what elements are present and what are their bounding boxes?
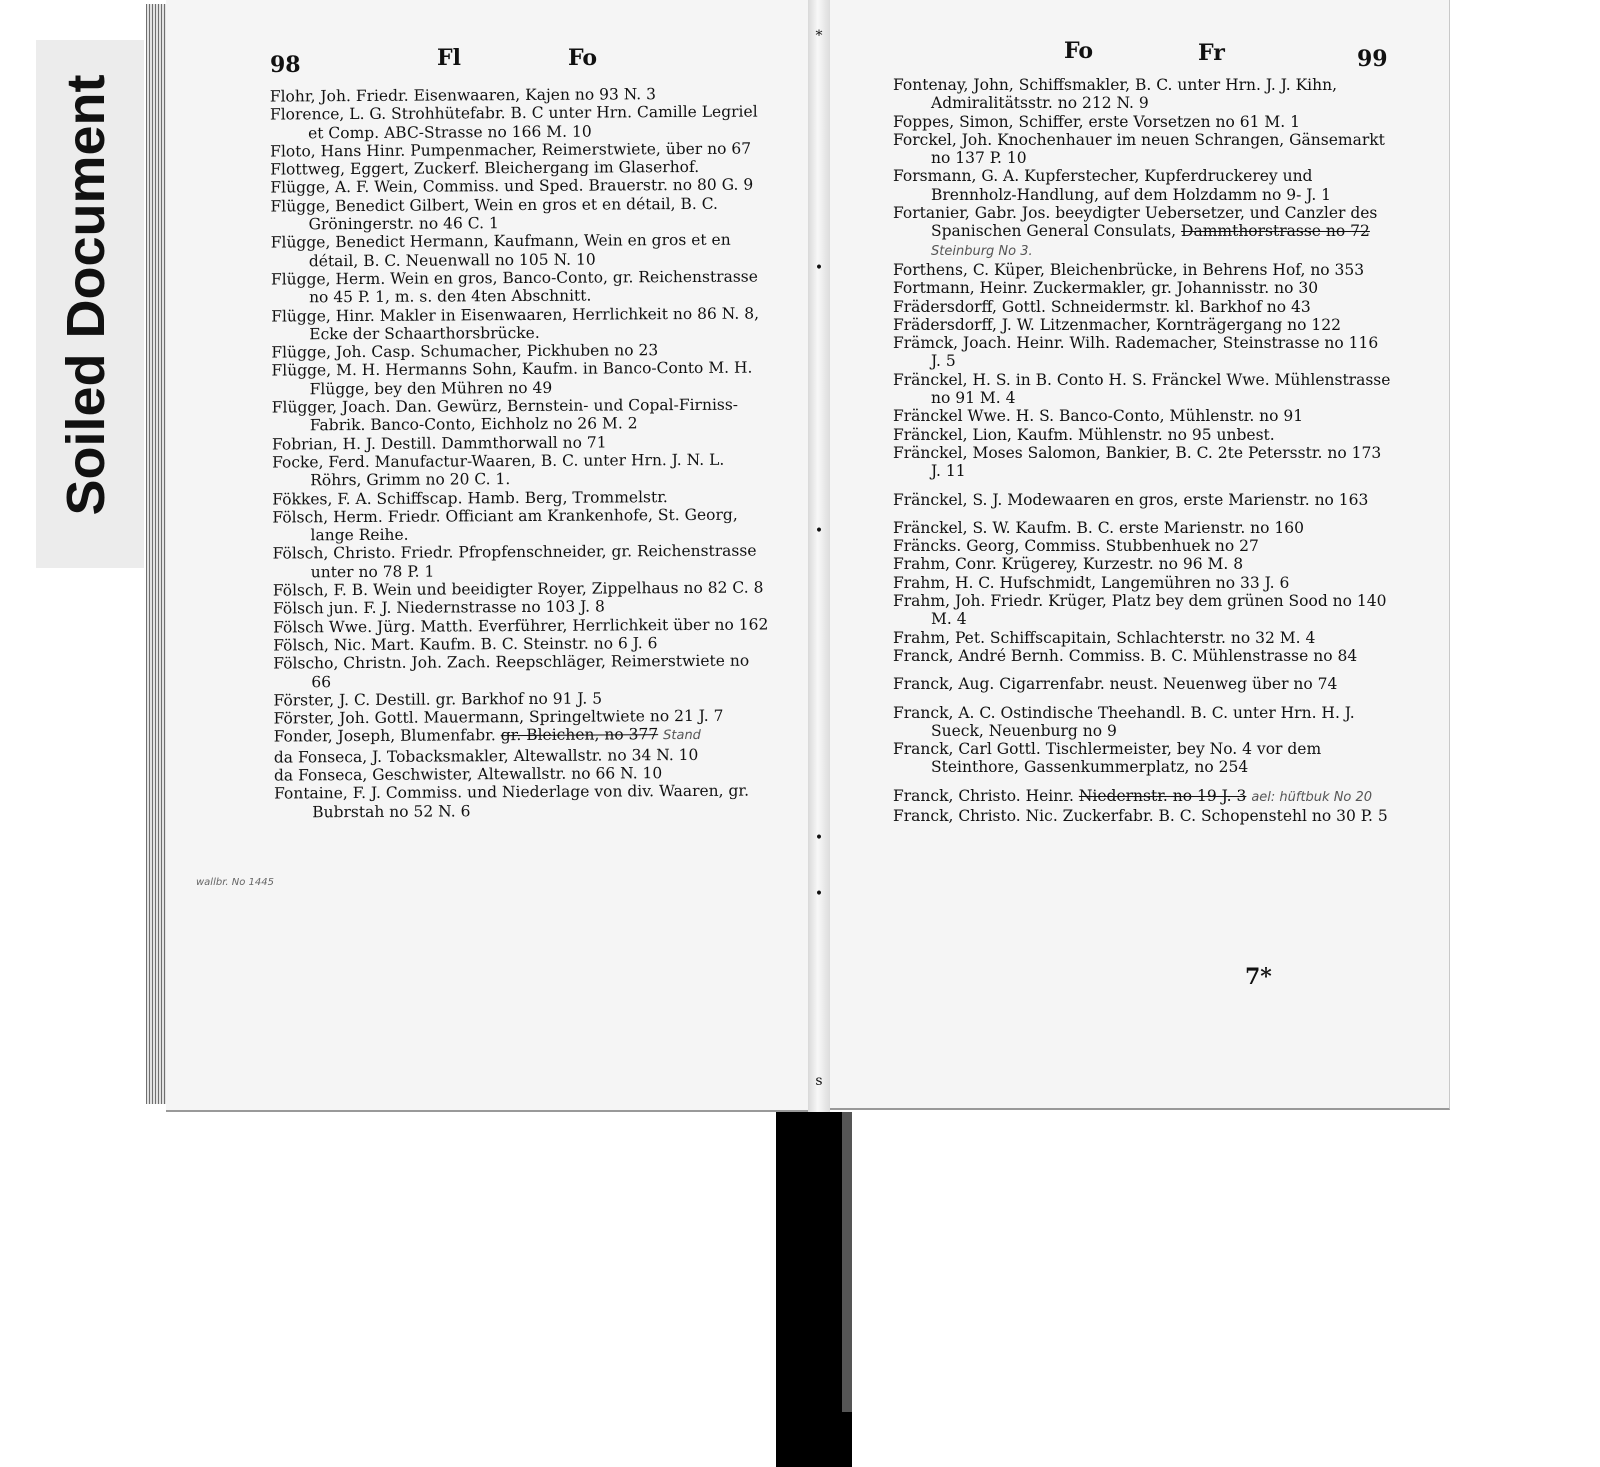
entry: Flügge, Hinr. Makler in Eisenwaaren, Herrlichkeit no 86 N. 8, Ecke der Schaarthorsbrücke.: [271, 304, 760, 344]
right-entries: [893, 76, 1391, 825]
gutter-mark: •: [814, 523, 824, 539]
entry: Frahm, H. C. Hufschmidt, Langemühren no 33 J. 6: [893, 573, 1290, 592]
book-gutter: [808, 0, 830, 1112]
left-header-from: Fl: [437, 45, 461, 71]
entry: Fölsch, Nic. Mart. Kaufm. B. C. Steinstr. no 6 J. 6: [273, 634, 658, 655]
entry: Främck, Joach. Heinr. Wilh. Rademacher, Steinstrasse no 116 J. 5: [893, 334, 1379, 371]
entry: Franck, Aug. Cigarrenfabr. neust. Neuenweg über no 74: [893, 675, 1338, 694]
entry: Fränckel, S. W. Kaufm. B. C. erste Marienstr. no 160: [893, 518, 1305, 537]
entry: Flügge, M. H. Hermanns Sohn, Kaufm. in Banco-Conto M. H. Flügge, bey den Mühren no 49: [271, 359, 753, 399]
entry: Flügger, Joach. Dan. Gewürz, Bernstein- und Copal-Firniss-Fabrik. Banco-Conto, Eichholz no 26 M. 2: [271, 395, 739, 435]
entry: Flohr, Joh. Friedr. Eisenwaaren, Kajen no 93 N. 3: [269, 85, 657, 106]
entry: Florence, L. G. Strohhütefabr. B. C unter Hrn. Camille Legriel et Comp. ABC-Strasse no 166 M. 10: [269, 102, 758, 142]
side-label: Soiled Document: [56, 74, 116, 516]
entry: Floto, Hans Hinr. Pumpenmacher, Reimerstwiete, über no 67: [270, 139, 752, 161]
entry: da Fonseca, Geschwister, Altewallstr. no 66 N. 10: [273, 764, 663, 785]
entry: da Fonseca, J. Tobacksmakler, Altewallstr. no 34 N. 10: [273, 745, 699, 767]
entry: Fontenay, John, Schiffsmakler, B. C. unter Hrn. J. J. Kihn, Admiralitätsstr. no 212 N. 9: [893, 76, 1338, 113]
entry: Fontaine, F. J. Commiss. und Niederlage von div. Waaren, gr. Bubrstah no 52 N. 6: [274, 781, 750, 821]
entry-text: Fortanier, Gabr. Jos. beeydigter Uebersetzer, und Canzler des Spanischen General Consulats,: [893, 204, 1378, 241]
entry: Fränckel, Moses Salomon, Bankier, B. C. 2te Petersstr. no 173 J. 11: [893, 443, 1382, 481]
struck-address: gr. Bleichen, no 377: [500, 725, 659, 745]
entry-text: Franck, Christo. Heinr.: [893, 786, 1074, 805]
entry: Foppes, Simon, Schiffer, erste Vorsetzen no 61 M. 1: [893, 112, 1300, 131]
entry: Franck, A. C. Ostindische Theehandl. B. C. unter Hrn. H. J. Sueck, Neuenburg no 9: [893, 703, 1355, 740]
entry: Fränckel Wwe. H. S. Banco-Conto, Mühlenstr. no 91: [893, 407, 1304, 426]
gutter-mark: *: [815, 28, 823, 44]
entry-fonder: [274, 725, 774, 748]
entry: Flügge, Benedict Hermann, Kaufmann, Wein en gros et en détail, B. C. Neuenwall no 105 N. 10: [270, 231, 731, 270]
handwritten-correction: Stand: [663, 728, 701, 744]
entry: Flottweg, Eggert, Zuckerf. Bleichergang im Glaserhof.: [270, 158, 700, 179]
entry: Fränckel, Lion, Kaufm. Mühlenstr. no 95 unbest.: [893, 425, 1275, 444]
entry: Franck, Carl Gottl. Tischlermeister, bey No. 4 vor dem Steinthore, Gassenkummerplatz, no 254: [893, 740, 1322, 777]
entry: Fölsch jun. F. J. Niedernstrasse no 103 J. 8: [272, 597, 605, 618]
handwritten-correction: Steinburg No 3.: [931, 243, 1033, 259]
handwritten-correction: ael: hüftbuk No 20: [1251, 789, 1373, 805]
entry: Forsmann, G. A. Kupferstecher, Kupferdruckerey und Brennholz-Handlung, auf dem Holzdamm no 9- J. 1: [893, 167, 1332, 204]
entry: Flügge, Herm. Wein en gros, Banco-Conto, gr. Reichenstrasse no 45 P. 1, m. s. den 4ten Abschnitt.: [270, 267, 758, 307]
entry: Fortmann, Heinr. Zuckermakler, gr. Johannisstr. no 30: [893, 279, 1319, 298]
bookmark-ribbon-stripe: [842, 1112, 852, 1412]
entry: Fobrian, H. J. Destill. Dammthorwall no 71: [271, 433, 607, 454]
left-entries: [270, 84, 774, 821]
entry: Fökkes, F. A. Schiffscap. Hamb. Berg, Trommelstr.: [272, 487, 668, 509]
book-page-edges: [146, 4, 168, 1104]
entry-text: Fonder, Joseph, Blumenfabr.: [273, 726, 496, 746]
entry: Frahm, Conr. Krügerey, Kurzestr. no 96 M. 8: [893, 555, 1244, 574]
entry: Förster, Joh. Gottl. Mauermann, Springeltwiete no 21 J. 7: [273, 706, 724, 728]
entry: Fränckel, H. S. in B. Conto H. S. Fränckel Wwe. Mühlenstrasse no 91 M. 4: [893, 370, 1391, 408]
entry: Flügge, Benedict Gilbert, Wein en gros et en détail, B. C. Gröningerstr. no 46 C. 1: [270, 194, 718, 234]
entry: Förster, J. C. Destill. gr. Barkhof no 91 J. 5: [273, 689, 603, 710]
entry: Fölsch, Herm. Friedr. Officiant am Krankenhofe, St. Georg, lange Reihe.: [272, 505, 738, 545]
entry: Franck, Christo. Nic. Zuckerfabr. B. C. Schopenstehl no 30 P. 5: [893, 806, 1388, 825]
entry-christo-heinr: [893, 787, 1391, 807]
entry: Frädersdorff, J. W. Litzenmacher, Kornträgergang no 122: [893, 315, 1342, 334]
gutter-mark: •: [814, 830, 824, 846]
entry: Fölsch, Christo. Friedr. Pfropfenschneider, gr. Reichenstrasse unter no 78 P. 1: [272, 541, 757, 582]
entry: Frädersdorff, Gottl. Schneidermstr. kl. Barkhof no 43: [893, 297, 1311, 316]
entry: Flügge, A. F. Wein, Commiss. und Sped. Brauerstr. no 80 G. 9: [270, 176, 754, 198]
gutter-mark: s: [815, 1073, 823, 1089]
signature-mark: 7*: [1245, 964, 1272, 990]
entry: Franck, André Bernh. Commiss. B. C. Mühlenstrasse no 84: [893, 646, 1358, 665]
gutter-mark: •: [814, 886, 824, 902]
entry-fortanier: [893, 204, 1391, 261]
right-header-from: Fo: [1064, 38, 1094, 64]
entry: Fölscho, Christn. Joh. Zach. Reepschläger, Reimerstwiete no 66: [273, 651, 750, 691]
struck-address: Dammthorstrasse no 72: [1181, 222, 1370, 241]
entry: Focke, Ferd. Manufactur-Waaren, B. C. unter Hrn. J. N. L. Röhrs, Grimm no 20 C. 1.: [271, 450, 725, 490]
struck-address: Niedernstr. no 19 J. 3: [1078, 786, 1247, 805]
entry: Forthens, C. Küper, Bleichenbrücke, in Behrens Hof, no 353: [893, 260, 1365, 279]
left-page-number: 98: [270, 52, 301, 78]
bookmark-ribbon: [776, 1112, 852, 1467]
entry: Flügge, Joh. Casp. Schumacher, Pickhuben no 23: [271, 341, 659, 362]
gutter-mark: •: [814, 260, 824, 276]
entry: Fränckel, S. J. Modewaaren en gros, erste Marienstr. no 163: [893, 490, 1369, 509]
entry: Forckel, Joh. Knochenhauer im neuen Schrangen, Gänsemarkt no 137 P. 10: [893, 130, 1385, 168]
entry: Fräncks. Georg, Commiss. Stubbenhuek no 27: [893, 537, 1259, 556]
left-header-to: Fo: [568, 45, 598, 71]
entry: Frahm, Joh. Friedr. Krüger, Platz bey dem grünen Sood no 140 M. 4: [893, 592, 1387, 629]
entry: Fölsch, F. B. Wein und beeidigter Royer, Zippelhaus no 82 C. 8: [272, 578, 764, 600]
entry: Frahm, Pet. Schiffscapitain, Schlachterstr. no 32 M. 4: [893, 628, 1316, 647]
entry: Fölsch Wwe. Jürg. Matth. Everführer, Herrlichkeit über no 162: [273, 615, 769, 637]
right-page-number: 99: [1357, 46, 1388, 72]
right-header-to: Fr: [1198, 40, 1225, 66]
handwritten-margin-note: wallbr. No 1445: [196, 877, 274, 888]
